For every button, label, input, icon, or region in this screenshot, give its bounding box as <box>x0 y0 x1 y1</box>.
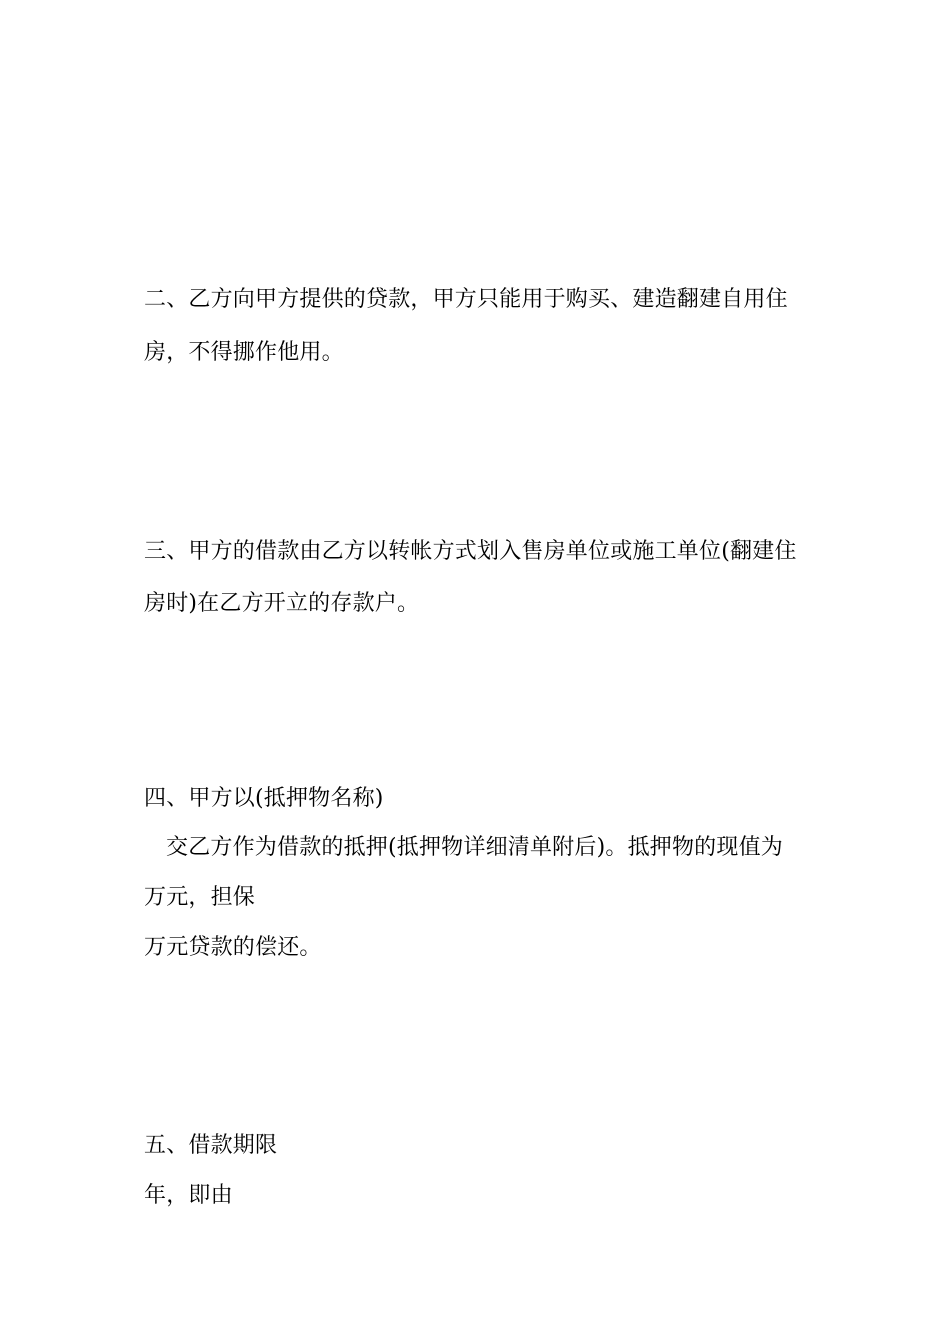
clause-5-line-2: 年，即由 <box>144 1183 233 1208</box>
clause-4-line-4: 万元贷款的偿还。 <box>144 935 322 960</box>
clause-5-line-1: 五、借款期限 <box>144 1133 278 1158</box>
clause-4-line-3: 万元，担保 <box>144 885 256 910</box>
clause-3-line-1: 三、甲方的借款由乙方以转帐方式划入售房单位或施工单位(翻建住 <box>144 539 797 564</box>
clause-2-line-2: 房，不得挪作他用。 <box>144 340 344 365</box>
clause-2-line-1: 二、乙方向甲方提供的贷款，甲方只能用于购买、建造翻建自用住 <box>144 287 788 312</box>
clause-3-line-2: 房时)在乙方开立的存款户。 <box>144 591 420 616</box>
clause-4-line-1: 四、甲方以(抵押物名称) <box>144 786 384 811</box>
clause-4-line-2: 交乙方作为借款的抵押(抵押物详细清单附后)。抵押物的现值为 <box>166 835 783 860</box>
